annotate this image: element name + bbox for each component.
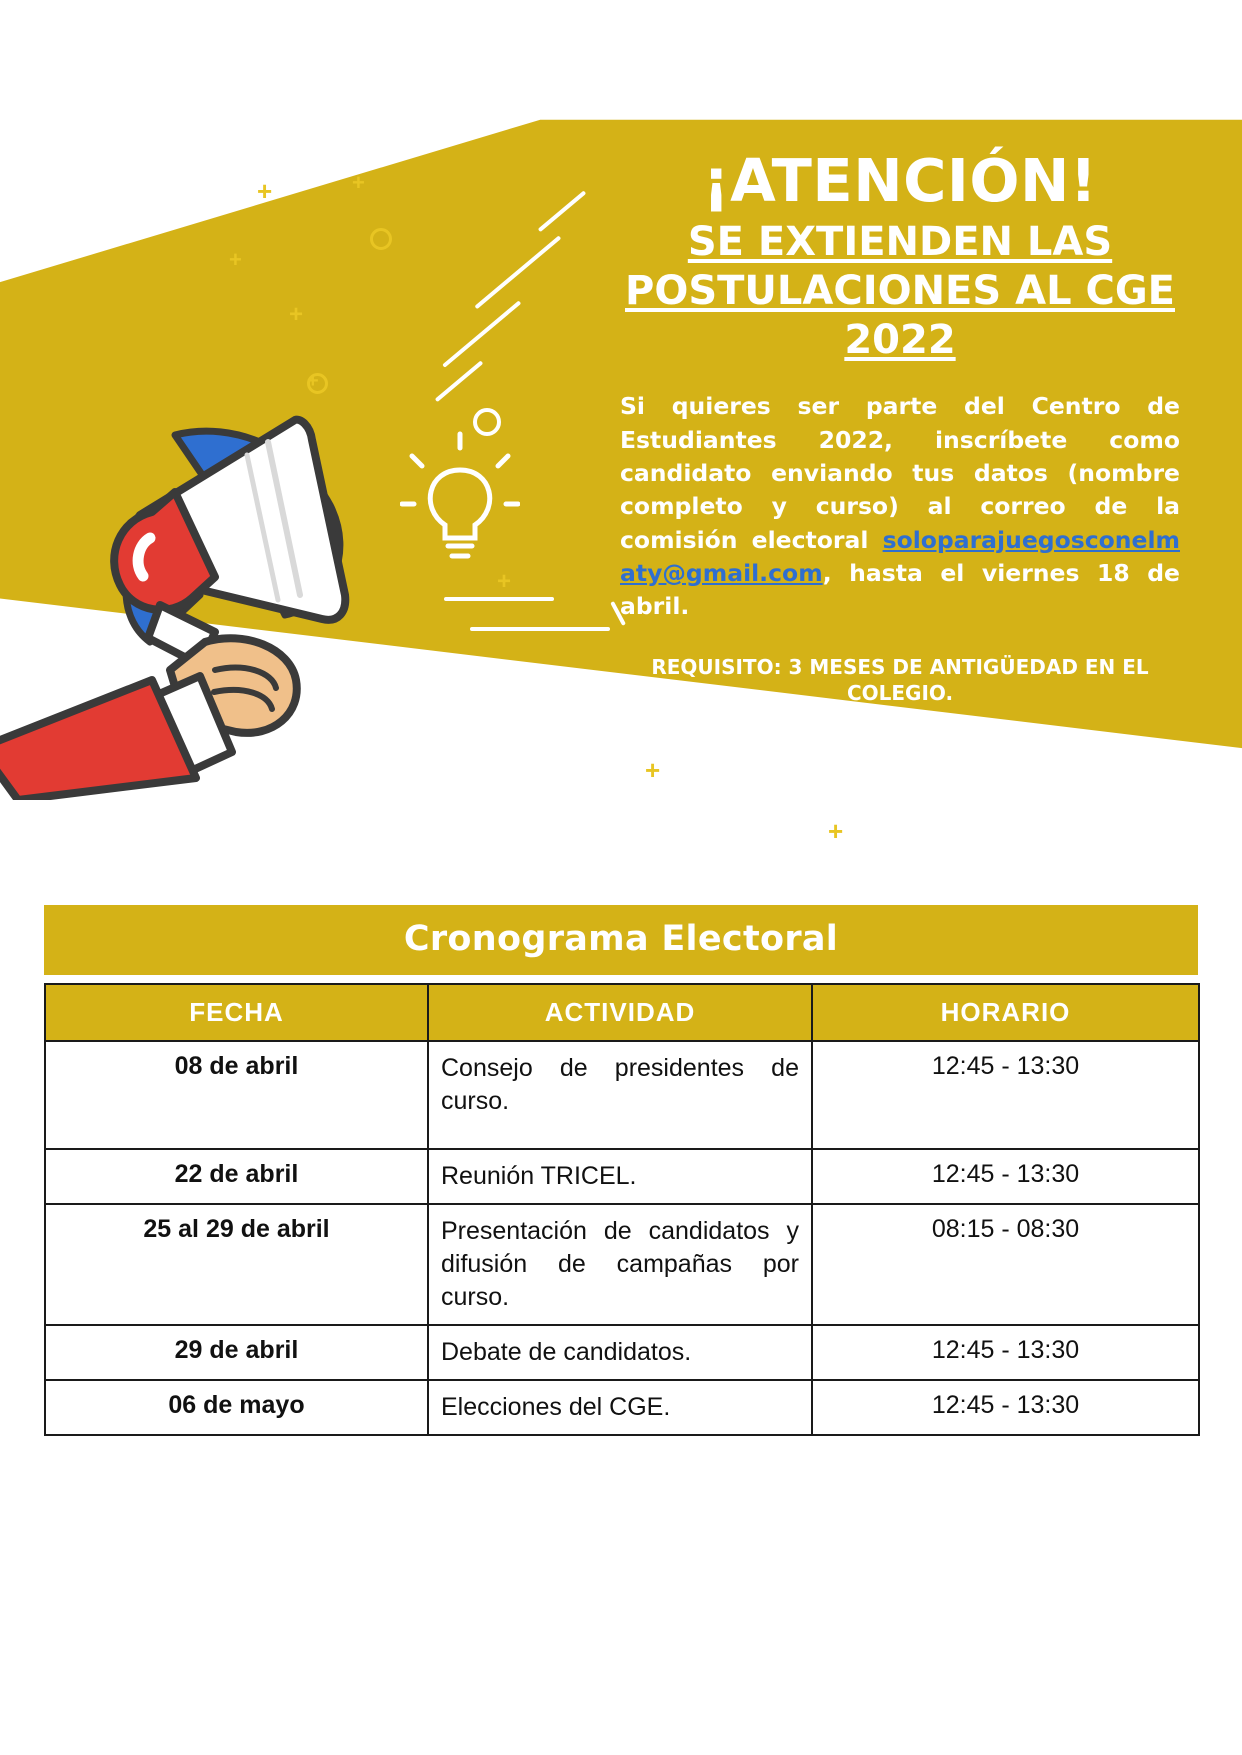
spark-icon: +: [289, 301, 304, 328]
table-row: [45, 1149, 1199, 1204]
spark-icon: +: [307, 370, 319, 392]
spark-icon: +: [229, 247, 242, 272]
cell-actividad: Consejo de presidentes de curso.: [428, 1041, 812, 1149]
table-header-row: [45, 984, 1199, 1041]
hero-requirement-text: REQUISITO: 3 MESES DE ANTIGÜEDAD EN EL COLEGIO.: [651, 654, 1149, 705]
schedule-section: [44, 905, 1198, 1436]
schedule-table: [44, 983, 1200, 1436]
cell-horario: 12:45 - 13:30: [812, 1325, 1199, 1380]
spark-icon: +: [257, 176, 273, 206]
cell-horario: 12:45 - 13:30: [812, 1041, 1199, 1149]
schedule-title: Cronograma Electoral: [44, 905, 1198, 975]
cell-actividad: Debate de candidatos.: [428, 1325, 812, 1380]
cell-horario: 12:45 - 13:30: [812, 1380, 1199, 1435]
table-row: [45, 1380, 1199, 1435]
speed-line: [470, 627, 610, 631]
circle-decoration-icon: [370, 228, 392, 250]
cell-fecha: 08 de abril: [45, 1041, 428, 1149]
table-row: [45, 1041, 1199, 1149]
column-header-actividad: ACTIVIDAD: [428, 984, 812, 1041]
hero-subtitle: SE EXTIENDEN LAS POSTULACIONES AL CGE 2022: [625, 218, 1175, 363]
column-header-horario: HORARIO: [812, 984, 1199, 1041]
cell-actividad: Reunión TRICEL.: [428, 1149, 812, 1204]
column-header-fecha: FECHA: [45, 984, 428, 1041]
cell-fecha: 06 de mayo: [45, 1380, 428, 1435]
email-link[interactable]: soloparajuegosconelmaty@gmail.com: [620, 525, 1180, 588]
cell-fecha: 29 de abril: [45, 1325, 428, 1380]
cell-actividad: Presentación de candidatos y difusión de campañas por curso.: [428, 1204, 812, 1325]
hero-banner: [0, 0, 1242, 855]
hero-body-after: , hasta el viernes 18 de abril.: [620, 559, 1180, 621]
cell-horario: 12:45 - 13:30: [812, 1149, 1199, 1204]
table-row: [45, 1204, 1199, 1325]
cell-fecha: 25 al 29 de abril: [45, 1204, 428, 1325]
cell-fecha: 22 de abril: [45, 1149, 428, 1204]
spark-icon: +: [828, 816, 844, 846]
spark-icon: +: [352, 170, 365, 195]
megaphone-illustration: [0, 380, 440, 800]
spark-icon: +: [497, 568, 512, 595]
speed-line: [444, 597, 554, 601]
hero-body-before: Si quieres ser parte del Centro de Estudiantes 2022, inscríbete como candidato enviando tus datos (nombre completo y curso) al correo de la comisión electoral: [620, 392, 1180, 554]
table-row: [45, 1325, 1199, 1380]
hero-body-text: [620, 390, 1180, 624]
hero-text-block: [620, 146, 1180, 706]
page-title: ¡ATENCIÓN!: [702, 146, 1098, 215]
spark-icon: +: [645, 755, 661, 785]
cell-actividad: Elecciones del CGE.: [428, 1380, 812, 1435]
cell-horario: 08:15 - 08:30: [812, 1204, 1199, 1325]
